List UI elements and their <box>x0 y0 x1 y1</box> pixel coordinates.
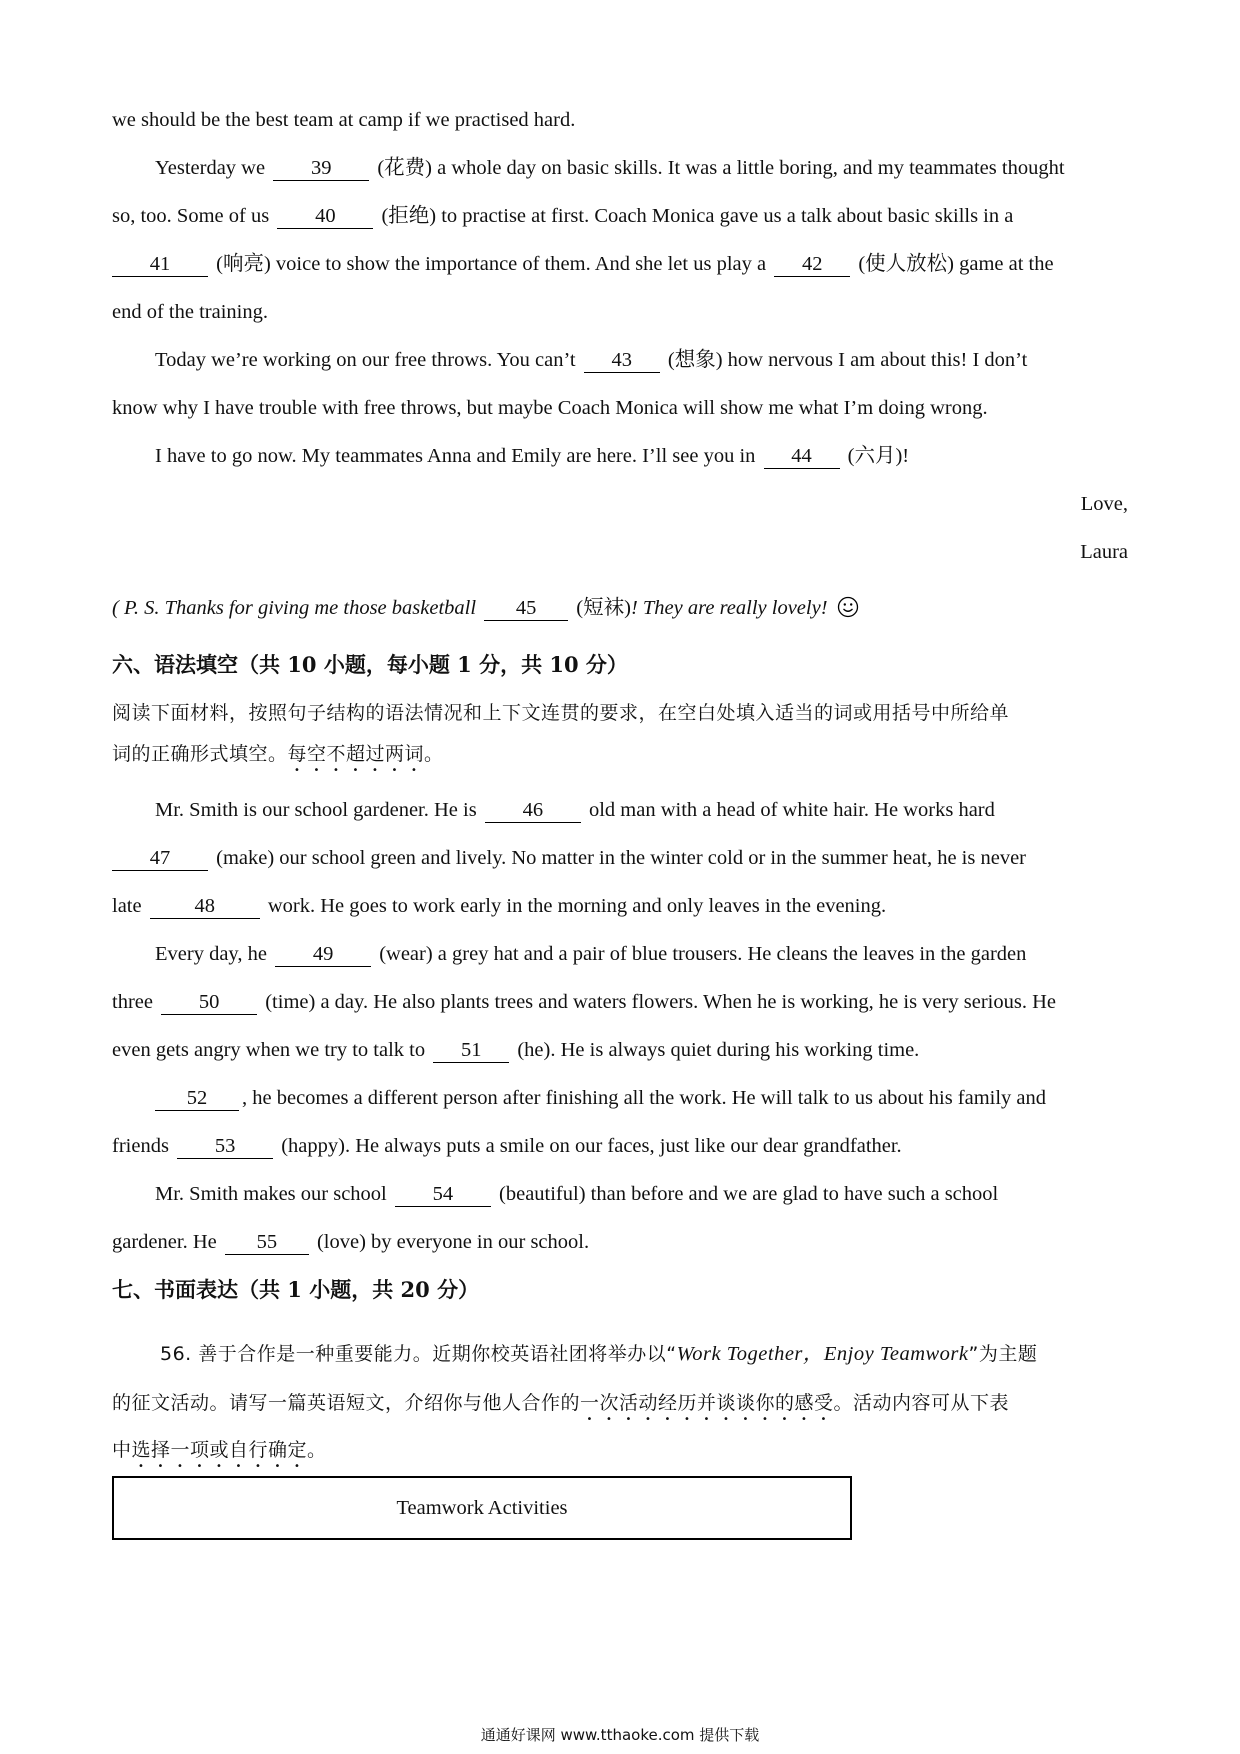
text: (花费) a whole day on basic skills. It was a little boring, and my teammates thought <box>377 157 1065 179</box>
blank-52[interactable]: 52 <box>155 1086 239 1111</box>
blank-45[interactable]: 45 <box>484 596 568 621</box>
text: three <box>112 991 153 1013</box>
passage-line <box>155 795 1135 825</box>
blank-47[interactable]: 47 <box>112 846 208 871</box>
text: (beautiful) than before and we are glad to have such a school <box>499 1183 999 1205</box>
blank-55[interactable]: 55 <box>225 1230 309 1255</box>
text: (he). He is always quiet during his working time. <box>517 1039 920 1061</box>
passage-line <box>112 891 1132 921</box>
text: late <box>112 895 142 917</box>
passage-line <box>155 1083 1135 1113</box>
section-6-title: 六、语法填空（共 10 小题，每小题 1 分，共 10 分） <box>112 652 628 677</box>
blank-54[interactable]: 54 <box>395 1182 491 1207</box>
section-7-title: 七、书面表达（共 1 小题，共 20 分） <box>112 1277 480 1302</box>
text: (love) by everyone in our school. <box>316 1231 590 1253</box>
text: , he becomes a different person after finishing all the work. He will talk to us about his family and <box>242 1087 1047 1109</box>
text: ”为主题 <box>968 1343 1038 1365</box>
writing-prompt <box>112 1388 1009 1425</box>
text: ( P. S. Thanks for giving me those basketball <box>112 597 477 619</box>
text: Mr. Smith is our school gardener. He is <box>155 799 477 821</box>
passage-line <box>112 393 1132 423</box>
blank-46[interactable]: 46 <box>485 798 581 823</box>
blank-53[interactable]: 53 <box>177 1134 273 1159</box>
text: (time) a day. He also plants trees and waters flowers. When he is working, he is very serious. He <box>265 991 1056 1013</box>
blank-39[interactable]: 39 <box>273 156 369 181</box>
passage-line <box>155 153 1135 183</box>
text: I have to go now. My teammates Anna and Emily are here. I’ll see you in <box>155 445 756 467</box>
text: (短袜) <box>576 597 631 619</box>
passage-line <box>112 297 1132 327</box>
passage-line <box>112 843 1132 873</box>
blank-42[interactable]: 42 <box>774 252 850 277</box>
passage-line <box>112 987 1132 1017</box>
theme-text: Work Together，Enjoy Teamwork <box>676 1343 969 1365</box>
text: Mr. Smith makes our school <box>155 1183 387 1205</box>
text: ! They are really lovely! <box>630 597 828 619</box>
text: Yesterday we <box>155 157 266 179</box>
text: even gets angry when we try to talk to <box>112 1039 426 1061</box>
text: 。 <box>307 1439 327 1461</box>
text: (wear) a grey hat and a pair of blue trousers. He cleans the leaves in the garden <box>379 943 1027 965</box>
text: (想象) how nervous I am about this! I don’t <box>667 349 1028 371</box>
text: 。活动内容可从下表 <box>833 1392 1010 1414</box>
blank-49[interactable]: 49 <box>275 942 371 967</box>
text: work. He goes to work early in the morning and only leaves in the evening. <box>267 895 887 917</box>
blank-50[interactable]: 50 <box>161 990 257 1015</box>
emphasis-text: 选择一项或自行确定 <box>131 1439 308 1461</box>
text: (六月)! <box>847 445 910 467</box>
text: 词的正确形式填空。 <box>112 743 288 765</box>
emphasis-text: 每空不超过两词 <box>287 743 425 765</box>
text: 。 <box>424 743 444 765</box>
passage-line <box>155 345 1135 375</box>
text: friends <box>112 1135 169 1157</box>
emphasis-text: 一次活动经历并谈谈你的感受 <box>580 1392 834 1414</box>
text: 中 <box>112 1439 132 1461</box>
passage-line <box>155 441 1135 471</box>
blank-43[interactable]: 43 <box>584 348 660 373</box>
smiley-icon <box>837 596 859 618</box>
table-header: Teamwork Activities <box>396 1496 568 1519</box>
text: Every day, he <box>155 943 267 965</box>
passage-line <box>112 1131 1132 1161</box>
text: Today we’re working on our free throws. You can’t <box>155 349 576 371</box>
section-6-instruction <box>112 739 444 776</box>
writing-prompt <box>112 1435 327 1472</box>
passage-line <box>112 1035 1132 1065</box>
teamwork-activities-table <box>112 1476 852 1540</box>
passage-line <box>112 201 1132 231</box>
text: gardener. He <box>112 1231 217 1253</box>
closing-love: Love, <box>1080 493 1128 515</box>
section-6-instruction: 阅读下面材料，按照句子结构的语法情况和上下文连贯的要求，在空白处填入适当的词或用括号中所给单 <box>112 702 1010 724</box>
text: (make) our school green and lively. No matter in the winter cold or in the summer heat, he is never <box>216 847 1026 869</box>
passage-line <box>112 105 1132 135</box>
text: (拒绝) to practise at first. Coach Monica gave us a talk about basic skills in a <box>381 205 1014 227</box>
blank-40[interactable]: 40 <box>277 204 373 229</box>
text: end of the training. <box>112 301 268 323</box>
blank-48[interactable]: 48 <box>150 894 260 919</box>
text: know why I have trouble with free throws, but maybe Coach Monica will show me what I’m doing wrong. <box>112 397 988 419</box>
text: (使人放松) game at the <box>858 253 1054 275</box>
blank-44[interactable]: 44 <box>764 444 840 469</box>
blank-51[interactable]: 51 <box>433 1038 509 1063</box>
text: old man with a head of white hair. He works hard <box>588 799 995 821</box>
postscript-line <box>112 593 1132 623</box>
text: 的征文活动。请写一篇英语短文，介绍你与他人合作的 <box>112 1392 581 1414</box>
footer-source: 通通好课网 www.tthaoke.com 提供下载 <box>480 1726 760 1744</box>
writing-prompt <box>160 1339 1037 1369</box>
passage-line <box>155 1179 1135 1209</box>
passage-line <box>112 1227 1132 1257</box>
blank-41[interactable]: 41 <box>112 252 208 277</box>
passage-line <box>112 249 1132 279</box>
text: so, too. Some of us <box>112 205 270 227</box>
text: (响亮) voice to show the importance of them. And she let us play a <box>216 253 767 275</box>
text: we should be the best team at camp if we practised hard. <box>112 109 576 131</box>
passage-line <box>155 939 1135 969</box>
signature: Laura <box>1080 541 1128 563</box>
text: (happy). He always puts a smile on our faces, just like our dear grandfather. <box>281 1135 902 1157</box>
text: 56. 善于合作是一种重要能力。近期你校英语社团将举办以“ <box>160 1343 677 1365</box>
